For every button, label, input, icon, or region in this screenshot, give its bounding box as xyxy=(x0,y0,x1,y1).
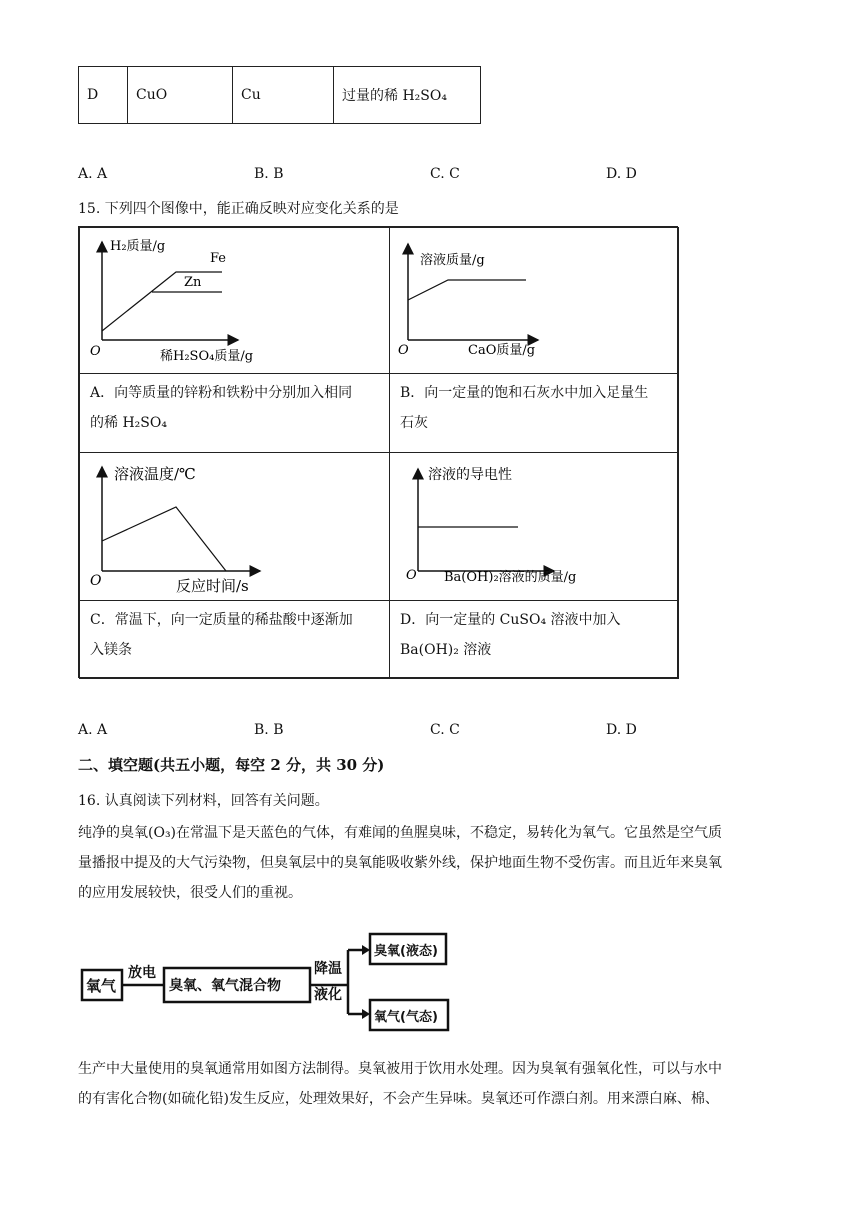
origin-label: O xyxy=(398,343,409,358)
graph-b-cell xyxy=(389,227,679,374)
option-a[interactable]: A. A xyxy=(78,166,108,182)
flow-step-cool: 降温 xyxy=(314,961,342,977)
option-d[interactable]: D. D xyxy=(606,722,637,738)
graph-c-cell xyxy=(79,452,390,601)
option-a[interactable]: A. A xyxy=(78,722,108,738)
y-axis-label: H₂质量/g xyxy=(110,239,166,254)
graph-a xyxy=(80,228,389,373)
x-axis-label: 稀H₂SO₄质量/g xyxy=(160,349,254,364)
q16-paragraph-1: 纯净的臭氧(O₃)在常温下是天蓝色的气体，有难闻的鱼腥臭味，不稳定，易转化为氧气。它虽然是空气质 量播报中提及的大气污染物，但臭氧层中的臭氧能吸收紫外线，保护地面生物不受伤害。而且近年来臭氧 的应用发展较快，很受人们的重视。 xyxy=(78,825,723,901)
line-temperature xyxy=(102,507,226,571)
option-b[interactable]: B. B xyxy=(254,166,284,182)
option-b[interactable]: B. B xyxy=(254,722,284,738)
q15-stem: 15. 下列四个图像中，能正确反映对应变化关系的是 xyxy=(78,201,399,217)
line-fe xyxy=(102,272,222,331)
flow-mixture-box: 臭氧、氧气混合物 xyxy=(169,978,281,994)
x-axis-label: CaO质量/g xyxy=(468,343,536,358)
graph-b xyxy=(390,228,678,373)
origin-label: O xyxy=(90,344,101,359)
flow-start-box: 氧气 xyxy=(86,977,117,995)
x-axis-label: Ba(OH)₂溶液的质量/g xyxy=(444,570,577,585)
answer-table xyxy=(78,66,481,124)
table-cell: D xyxy=(79,67,128,124)
table-cell: CuO xyxy=(128,67,233,124)
x-axis-label: 反应时间/s xyxy=(176,577,249,595)
graph-a-cell xyxy=(79,227,390,374)
graph-d-cell xyxy=(389,452,679,601)
origin-label: O xyxy=(406,568,417,583)
caption-b: B．向一定量的饱和石灰水中加入足量生 石灰 xyxy=(389,373,679,453)
table-cell: 过量的稀 H₂SO₄ xyxy=(334,67,481,124)
y-axis-label: 溶液温度/℃ xyxy=(114,465,196,483)
caption-a: A．向等质量的锌粉和铁粉中分别加入相同 的稀 H₂SO₄ xyxy=(79,373,390,453)
ozone-production-diagram xyxy=(78,928,458,1038)
table-row xyxy=(79,67,481,124)
caption-d: D．向一定量的 CuSO₄ 溶液中加入 Ba(OH)₂ 溶液 xyxy=(389,600,679,679)
option-c[interactable]: C. C xyxy=(430,722,460,738)
q16-paragraph-2: 生产中大量使用的臭氧通常用如图方法制得。臭氧被用于饮用水处理。因为臭氧有强氧化性，可以与水中 的有害化合物(如硫化铅)发生反应，处理效果好，不会产生异味。臭氧还可作漂白剂。用来漂白麻、棉、 xyxy=(78,1061,722,1107)
flow-step-liquefy: 液化 xyxy=(314,987,342,1003)
q16-stem: 16. 认真阅读下列材料，回答有关问题。 xyxy=(78,793,329,809)
option-d[interactable]: D. D xyxy=(606,166,637,182)
y-axis-label: 溶液质量/g xyxy=(420,253,485,268)
caption-c: C．常温下，向一定质量的稀盐酸中逐渐加 入镁条 xyxy=(79,600,390,679)
series-label-zn: Zn xyxy=(184,275,202,290)
flow-output-gas-oxygen: 氧气(气态) xyxy=(374,1010,438,1025)
flow-step-discharge: 放电 xyxy=(128,965,156,981)
section-title: 二、填空题(共五小题，每空 2 分，共 30 分) xyxy=(78,756,385,774)
option-c[interactable]: C. C xyxy=(430,166,460,182)
line-solution-mass xyxy=(408,280,526,300)
flow-output-liquid-ozone: 臭氧(液态) xyxy=(374,944,438,959)
y-axis-label: 溶液的导电性 xyxy=(428,467,512,483)
origin-label: O xyxy=(90,573,102,589)
graph-c xyxy=(80,453,389,600)
q15-graph-grid xyxy=(78,226,678,678)
series-label-fe: Fe xyxy=(210,251,227,266)
graph-d xyxy=(390,453,678,600)
table-cell: Cu xyxy=(233,67,334,124)
